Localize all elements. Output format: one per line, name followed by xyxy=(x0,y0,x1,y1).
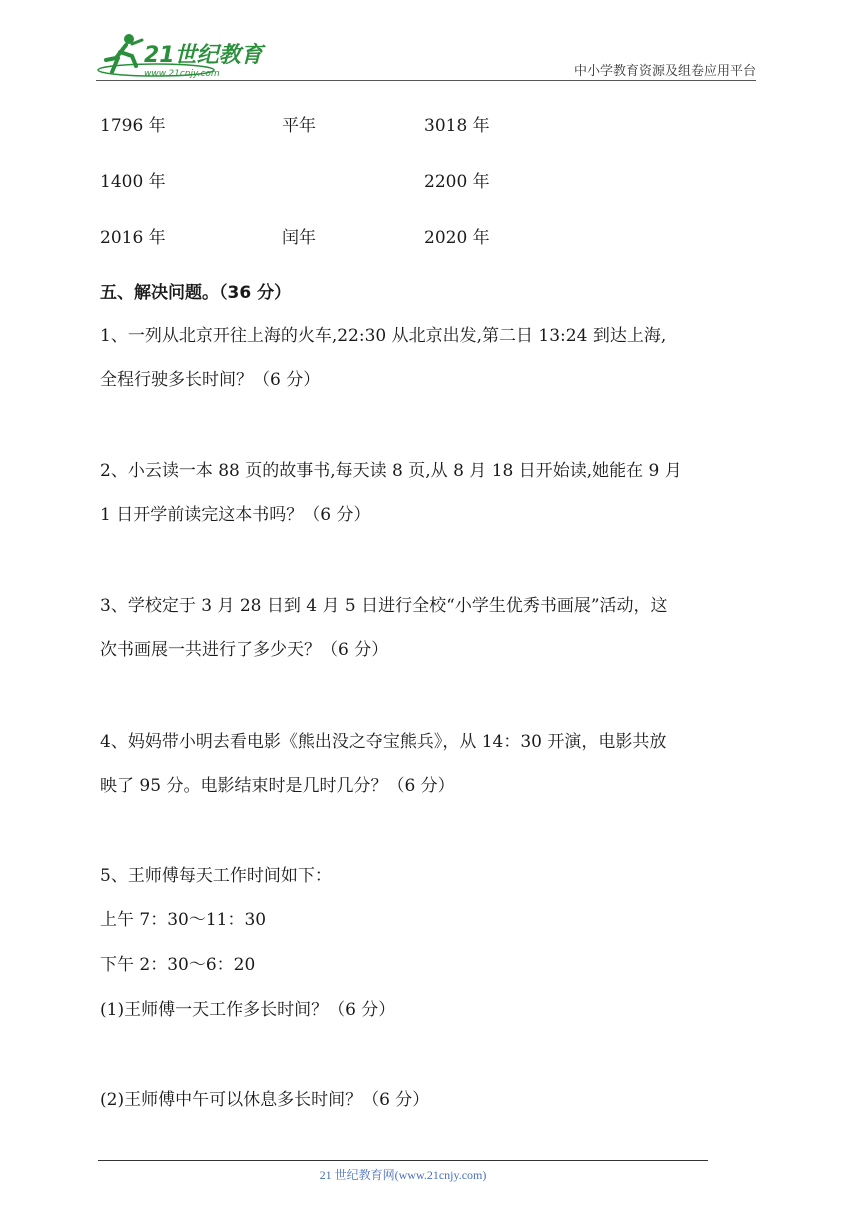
question-3-line-2: 次书画展一共进行了多少天？（6 分） xyxy=(100,640,389,660)
year-cell: 2016 年 xyxy=(100,228,166,248)
footer-link[interactable]: 21 世纪教育网(www.21cnjy.com) xyxy=(319,1168,487,1182)
platform-label: 中小学教育资源及组卷应用平台 xyxy=(573,64,756,79)
year-cell: 3018 年 xyxy=(424,116,490,136)
question-5-line-1: 5、王师傅每天工作时间如下： xyxy=(100,866,332,886)
year-cell: 2200 年 xyxy=(424,172,490,192)
year-cell: 1796 年 xyxy=(100,116,166,136)
header-divider xyxy=(96,80,756,81)
question-1-line-2: 全程行驶多长时间？（6 分） xyxy=(100,370,321,390)
question-5-sub-1: (1)王师傅一天工作多长时间？（6 分） xyxy=(100,1000,396,1020)
question-2-line-2: 1 日开学前读完这本书吗？（6 分） xyxy=(100,505,371,525)
question-1-line-1: 1、一列从北京开往上海的火车,22:30 从北京出发,第二日 13:24 到达上海, xyxy=(100,326,667,346)
question-4-line-2: 映了 95 分。电影结束时是几时几分？（6 分） xyxy=(100,776,455,796)
year-cell: 1400 年 xyxy=(100,172,166,192)
footer-divider xyxy=(98,1160,708,1161)
year-cell: 2020 年 xyxy=(424,228,490,248)
logo-url: www.21cnjy.com xyxy=(144,69,220,79)
question-5-morning: 上午 7：30～11：30 xyxy=(100,910,267,930)
year-type-cell: 平年 xyxy=(282,116,316,136)
year-type-cell: 闰年 xyxy=(282,228,316,248)
site-logo xyxy=(96,30,266,82)
question-3-line-1: 3、学校定于 3 月 28 日到 4 月 5 日进行全校“小学生优秀书画展”活动，这 xyxy=(100,596,668,616)
question-5-afternoon: 下午 2：30～6：20 xyxy=(100,955,256,975)
logo-text: 21世纪教育 xyxy=(144,43,263,68)
question-4-line-1: 4、妈妈带小明去看电影《熊出没之夺宝熊兵》，从 14：30 开演，电影共放 xyxy=(100,732,667,752)
question-5-sub-2: (2)王师傅中午可以休息多长时间？（6 分） xyxy=(100,1090,430,1110)
runner-logo-icon xyxy=(96,30,266,82)
question-2-line-1: 2、小云读一本 88 页的故事书,每天读 8 页,从 8 月 18 日开始读,她能在 9 月 xyxy=(100,461,682,481)
section-heading: 五、解决问题。（36 分） xyxy=(100,283,292,303)
